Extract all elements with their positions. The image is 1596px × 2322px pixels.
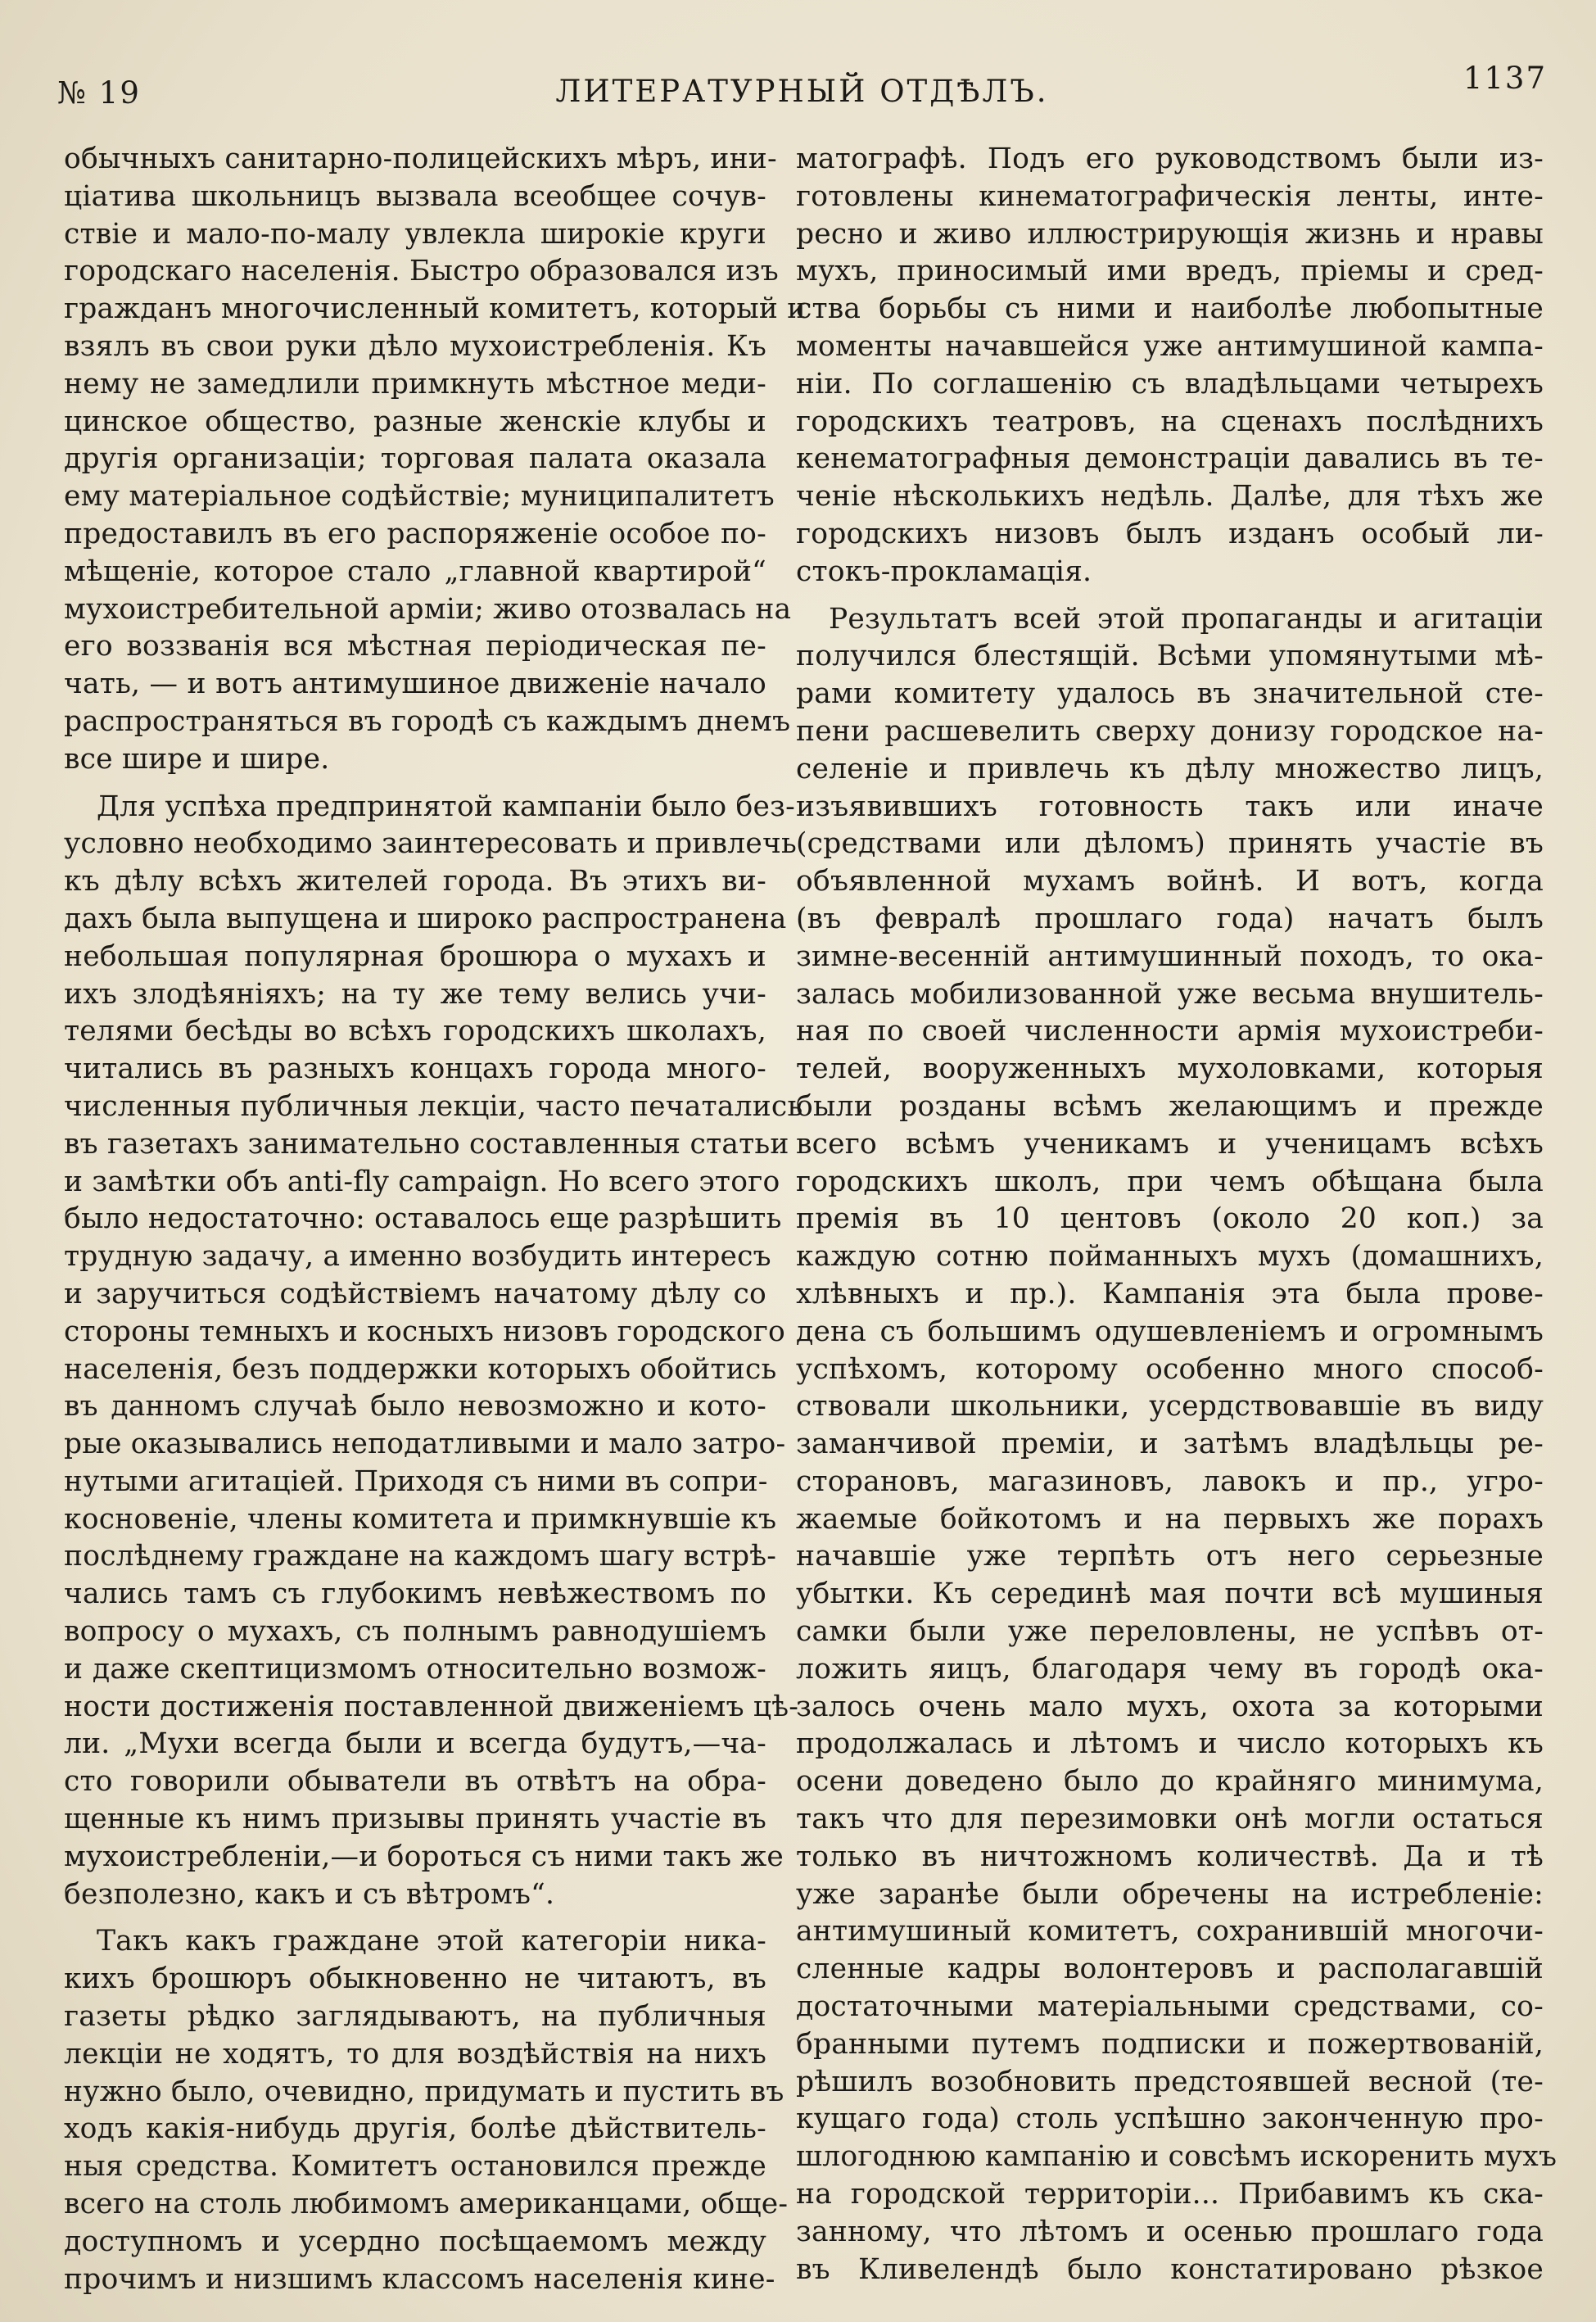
text-line: телями бесѣды во всѣхъ городскихъ школахъ, — [64, 1015, 766, 1048]
text-line: городскихъ театровъ, на сценахъ послѣднихъ — [796, 405, 1544, 438]
text-line: пени расшевелить сверху донизу городское на- — [796, 714, 1544, 748]
text-line: уже заранѣе были обречены на истребленіе: — [796, 1877, 1544, 1911]
text-line: и замѣтки объ anti-fly campaign. Но всего этого — [64, 1165, 780, 1198]
text-line: газеты рѣдко заглядываютъ, на публичныя — [64, 2000, 766, 2034]
text-line: и заручиться содѣйствіемъ начатому дѣлу со — [64, 1277, 766, 1310]
text-line: кихъ брошюръ обыкновенно не читаютъ, въ — [64, 1962, 766, 1996]
text-line: прочимъ и низшимъ классомъ населенія кине- — [64, 2262, 775, 2296]
text-line: были розданы всѣмъ желающимъ и прежде — [796, 1089, 1544, 1123]
text-line: въ данномъ случаѣ было невозможно и кото- — [64, 1390, 766, 1424]
text-line: дена съ большимъ одушевленіемъ и огромнымъ — [796, 1315, 1544, 1348]
text-line: читались въ разныхъ концахъ города много- — [64, 1052, 766, 1086]
text-line: жаемые бойкотомъ и на первыхъ же порахъ — [796, 1502, 1544, 1536]
text-line: распространяться въ городѣ съ каждымъ днемъ — [64, 704, 791, 738]
text-line: убытки. Къ серединѣ мая почти всѣ мушиныя — [796, 1577, 1544, 1611]
text-line: условно необходимо заинтересовать и привлечь — [64, 827, 797, 861]
text-line: всего всѣмъ ученикамъ и ученицамъ всѣхъ — [796, 1127, 1544, 1161]
text-line: цинское общество, разные женскіе клубы и — [64, 405, 766, 438]
text-line: ніи. По соглашенію съ владѣльцами четырехъ — [796, 367, 1544, 401]
text-line: телей, вооруженныхъ мухоловками, которыя — [796, 1052, 1544, 1086]
text-line: кущаго года) столь успѣшно законченную про- — [796, 2102, 1544, 2136]
text-line: залась мобилизованной уже весьма внушитель- — [796, 977, 1544, 1011]
text-line: объявленной мухамъ войнѣ. И вотъ, когда — [796, 865, 1544, 898]
text-line: моменты начавшейся уже антимушиной кампа- — [796, 329, 1544, 363]
text-line: вопросу о мухахъ, съ полнымъ равнодушіемъ — [64, 1615, 766, 1649]
text-line: ихъ злодѣяніяхъ; на ту же тему велись учи- — [64, 977, 766, 1011]
text-line: мухоистребленіи,—и бороться съ ними такъ же — [64, 1840, 784, 1873]
text-line: продолжалась и лѣтомъ и число которыхъ къ — [796, 1727, 1544, 1761]
text-line: заманчивой преміи, и затѣмъ владѣльцы ре- — [796, 1428, 1544, 1461]
text-line: городскаго населенія. Быстро образовался изъ — [64, 255, 779, 288]
text-line: самки были уже переловлены, не успѣвъ от- — [796, 1615, 1544, 1649]
text-line: ная по своей численности армія мухоистреби- — [796, 1015, 1544, 1048]
text-line: начавшіе уже терпѣть отъ него серьезные — [796, 1540, 1544, 1573]
text-line: готовлены кинематографическія ленты, инте- — [796, 179, 1544, 213]
text-line: сто говорили обыватели въ отвѣтъ на обра- — [64, 1765, 766, 1799]
issue-number: № 19 — [57, 75, 141, 111]
text-line: его воззванія вся мѣстная періодическая пе- — [64, 630, 766, 663]
text-line: мѣщеніе, которое стало „главной квартирой“ — [64, 554, 766, 588]
text-line: рые оказывались неподатливыми и мало затро- — [64, 1428, 786, 1461]
text-line: нужно было, очевидно, придумать и пустить въ — [64, 2075, 784, 2108]
text-line: осени доведено было до крайняго минимума, — [796, 1765, 1544, 1799]
text-line: въ газетахъ занимательно составленныя статьи — [64, 1127, 789, 1161]
text-line: ли. „Мухи всегда были и всегда будутъ,—ча- — [64, 1727, 766, 1761]
text-line: антимушиный комитетъ, сохранившій многочи- — [796, 1915, 1544, 1949]
text-line: ціатива школьницъ вызвала всеобщее сочув- — [64, 179, 766, 213]
text-line: лекціи не ходятъ, то для воздѣйствія на нихъ — [64, 2037, 766, 2071]
text-line: стороны темныхъ и косныхъ низовъ городского — [64, 1315, 786, 1348]
text-line: такъ что для перезимовки онѣ могли остаться — [796, 1803, 1544, 1836]
left-text-column — [64, 141, 807, 2298]
paragraph-gap — [64, 1913, 766, 1923]
text-line: другія организаціи; торговая палата оказала — [64, 442, 766, 476]
text-line: нему не замедлили примкнуть мѣстное меди- — [64, 367, 766, 401]
text-line: чались тамъ съ глубокимъ невѣжествомъ по — [64, 1577, 766, 1611]
text-line: послѣднему граждане на каждомъ шагу встрѣ- — [64, 1540, 777, 1573]
text-line: (средствами или дѣломъ) принять участіе въ — [796, 827, 1544, 861]
text-line: матографѣ. Подъ его руководствомъ были из- — [796, 143, 1544, 175]
text-line: щенные къ нимъ призывы принять участіе въ — [64, 1803, 766, 1836]
running-header — [57, 57, 1547, 115]
text-line: шлогоднюю кампанію и совсѣмъ искоренить мухъ — [796, 2140, 1558, 2174]
text-line: только въ ничтожномъ количествѣ. Да и тѣ — [796, 1840, 1544, 1873]
text-line: каждую сотню пойманныхъ мухъ (домашнихъ, — [796, 1240, 1544, 1274]
text-line: ныя средства. Комитетъ остановился прежде — [64, 2150, 766, 2184]
text-line: косновеніе, члены комитета и примкнувшіе къ — [64, 1502, 777, 1536]
text-line: ности достиженія поставленной движеніемъ цѣ- — [64, 1690, 799, 1723]
text-line: въ Кливелендѣ было констатировано рѣзкое — [796, 2252, 1544, 2286]
text-line: все шире и шире. — [64, 742, 330, 776]
text-line: успѣхомъ, которому особенно много способ- — [796, 1352, 1544, 1386]
text-line: сторановъ, магазиновъ, лавокъ и пр., угро- — [796, 1464, 1544, 1498]
text-line: ствіе и мало-по-малу увлекла широкіе круги — [64, 217, 766, 251]
text-line: нутыми агитаціей. Приходя съ ними въ сопри- — [64, 1464, 768, 1498]
text-line: было недостаточно: оставалось еще разрѣшить — [64, 1202, 782, 1236]
text-line: чать, — и вотъ антимушиное движеніе начало — [64, 668, 766, 701]
text-line: безполезно, какъ и съ вѣтромъ“. — [64, 1877, 555, 1911]
text-line: ложить яицъ, благодаря чему въ городѣ ока- — [796, 1652, 1544, 1686]
text-line: мухъ, приносимый ими вредъ, пріемы и сред- — [796, 255, 1544, 288]
text-line: на городской территоріи... Прибавимъ къ ска- — [796, 2178, 1544, 2211]
text-line: ходъ какія-нибудь другія, болѣе дѣйствитель- — [64, 2112, 766, 2146]
section-title: ЛИТЕРАТУРНЫЙ ОТДѢЛЪ. — [555, 74, 1049, 109]
text-line: мухоистребительной арміи; живо отозвалась на — [64, 592, 792, 626]
text-line: населенія, безъ поддержки которыхъ обойтись — [64, 1352, 777, 1386]
right-text-column — [796, 141, 1558, 2288]
text-line: зимне-весенній антимушинный походъ, то ока- — [796, 939, 1544, 973]
text-line: дахъ была выпущена и широко распространена — [64, 902, 787, 935]
text-line: (въ февралѣ прошлаго года) начатъ былъ — [796, 902, 1544, 935]
text-line: изъявившихъ готовность такъ или иначе — [796, 790, 1544, 823]
text-line: стокъ-прокламація. — [796, 554, 1092, 588]
text-line: обычныхъ санитарно-полицейскихъ мѣръ, ини- — [64, 143, 777, 175]
text-line: хлѣвныхъ и пр.). Кампанія эта была прове- — [796, 1277, 1544, 1310]
text-line: ства борьбы съ ними и наиболѣе любопытные — [796, 292, 1544, 326]
text-line: рами комитету удалось въ значительной сте- — [796, 677, 1544, 711]
text-line: и даже скептицизмомъ относительно возмож- — [64, 1652, 766, 1686]
text-line: небольшая популярная брошюра о мухахъ и — [64, 939, 766, 973]
text-line: занному, что лѣтомъ и осенью прошлаго года — [796, 2215, 1544, 2248]
text-line: численныя публичныя лекціи, часто печатались — [64, 1089, 803, 1123]
text-line: ему матеріальное содѣйствіе; муниципалитетъ — [64, 480, 775, 514]
text-line: залось очень мало мухъ, охота за которыми — [796, 1690, 1544, 1723]
text-line: къ дѣлу всѣхъ жителей города. Въ этихъ ви- — [64, 865, 766, 898]
text-line: премія въ 10 центовъ (около 20 коп.) за — [796, 1202, 1544, 1236]
text-line: гражданъ многочисленный комитетъ, который и — [64, 292, 807, 326]
text-line: селеніе и привлечь къ дѣлу множество лицъ, — [796, 752, 1544, 785]
text-line: получился блестящій. Всѣми упомянутыми мѣ- — [796, 640, 1544, 673]
text-line: доступномъ и усердно посѣщаемомъ между — [64, 2225, 766, 2258]
text-line: рѣшилъ возобновить предстоявшей весной (те- — [796, 2065, 1544, 2098]
text-line: ресно и живо иллюстрирующія жизнь и нравы — [796, 217, 1544, 251]
text-line: предоставилъ въ его распоряженіе особое по- — [64, 517, 766, 550]
text-line: кенематографныя демонстраціи давались въ те- — [796, 442, 1544, 476]
paragraph-gap — [64, 779, 766, 789]
text-line: достаточными матеріальными средствами, со- — [796, 1990, 1544, 2024]
text-line: городскихъ школъ, при чемъ обѣщана была — [796, 1165, 1544, 1198]
text-line: трудную задачу, а именно возбудить интересъ — [64, 1240, 771, 1274]
page-number: 1137 — [1463, 61, 1547, 96]
text-line: ченіе нѣсколькихъ недѣль. Далѣе, для тѣхъ же — [796, 480, 1544, 514]
text-line: ствовали школьники, усердствовавшіе въ виду — [796, 1390, 1544, 1424]
text-line: Результатъ всей этой пропаганды и агитаціи — [829, 602, 1544, 636]
text-line: Для успѣха предпринятой кампаніи было без- — [97, 790, 795, 823]
text-line: взялъ въ свои руки дѣло мухоистребленія. Къ — [64, 329, 766, 363]
text-line: всего на столь любимомъ американцами, обще- — [64, 2188, 789, 2221]
paragraph-gap — [796, 591, 1544, 601]
text-line: городскихъ низовъ былъ изданъ особый ли- — [796, 517, 1544, 550]
text-line: сленные кадры волонтеровъ и располагавшій — [796, 1953, 1544, 1986]
text-line: бранными путемъ подписки и пожертвованій, — [796, 2027, 1544, 2061]
text-line: Такъ какъ граждане этой категоріи ника- — [97, 1925, 766, 1958]
